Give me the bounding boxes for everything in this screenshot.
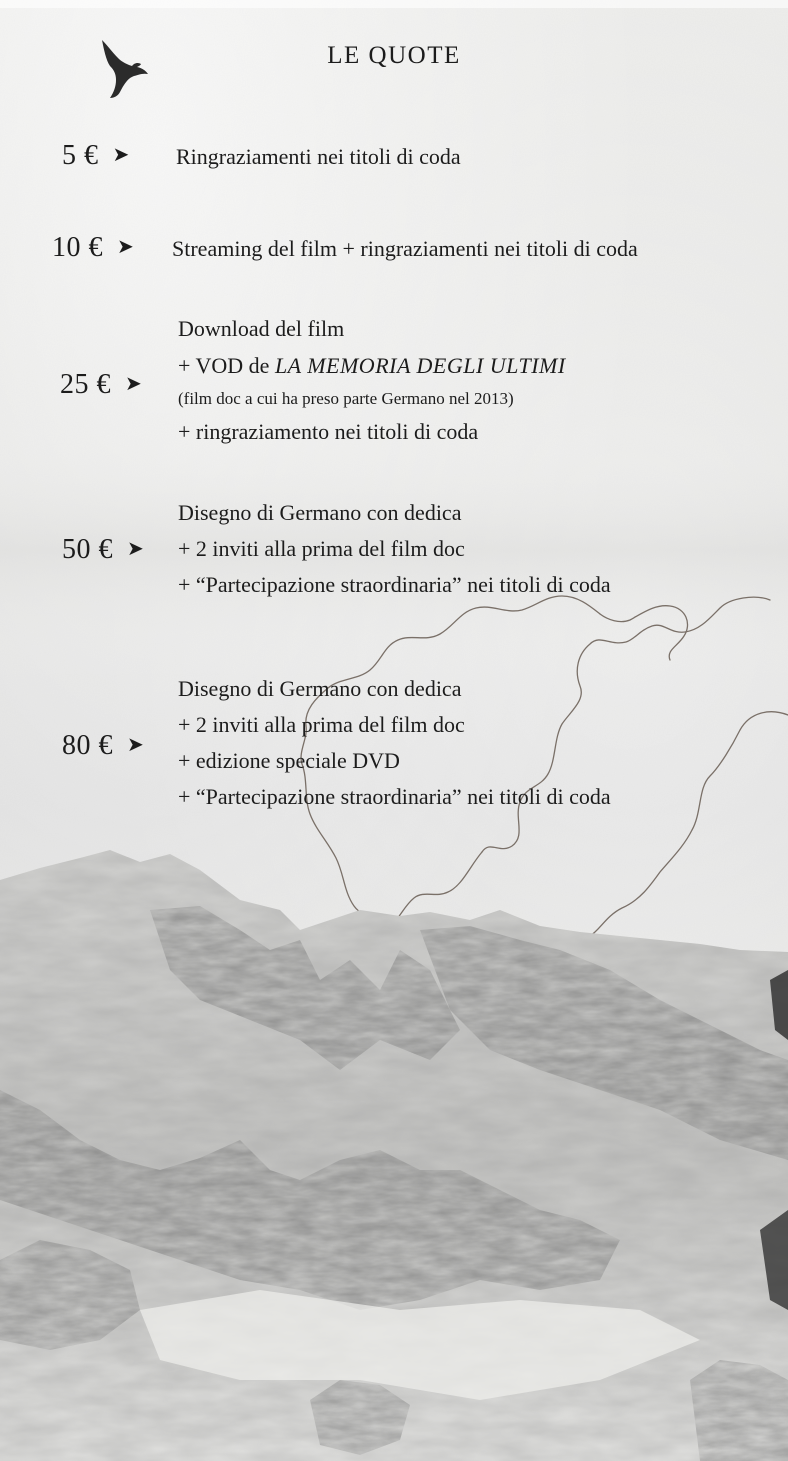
tier-50-price <box>62 534 144 566</box>
tier-25-price <box>60 369 142 401</box>
tier-25-reward-1: Download del film <box>178 316 345 341</box>
tier-5-price <box>62 140 130 172</box>
tier-80-price <box>62 730 144 762</box>
arrow-right-icon: ➤ <box>127 536 145 560</box>
tier-50-reward-2: + 2 inviti alla prima del film doc <box>178 536 465 561</box>
mountain-landscape-image <box>0 840 788 1461</box>
tier-10-reward: Streaming del film + ringraziamenti nei titoli di coda <box>172 236 638 261</box>
arrow-right-icon: ➤ <box>125 371 143 395</box>
page-title: LE QUOTE <box>327 42 461 69</box>
tier-80-reward-3: + edizione speciale DVD <box>178 748 400 773</box>
tier-80-reward-1: Disegno di Germano con dedica <box>178 676 462 701</box>
tier-50-reward-3: + “Partecipazione straordinaria” nei titoli di coda <box>178 572 611 597</box>
tier-25-reward-3: + ringraziamento nei titoli di coda <box>178 419 479 444</box>
tier-25-reward-2 <box>178 353 566 379</box>
film-title: LA MEMORIA DEGLI ULTIMI <box>274 353 566 378</box>
tier-5-reward: Ringraziamenti nei titoli di coda <box>176 144 461 169</box>
tier-price-label: 5 € <box>62 140 99 171</box>
arrow-right-icon: ➤ <box>127 732 145 756</box>
tier-80-reward-2: + 2 inviti alla prima del film doc <box>178 712 465 737</box>
tier-25-reward-note: (film doc a cui ha preso parte Germano nel 2013) <box>178 389 514 408</box>
arrow-right-icon: ➤ <box>117 234 135 258</box>
vod-prefix: + VOD de <box>178 353 275 378</box>
tier-price-label: 10 € <box>52 232 103 263</box>
arrow-right-icon: ➤ <box>112 142 130 166</box>
tier-price-label: 25 € <box>60 369 111 400</box>
tier-80-reward-4: + “Partecipazione straordinaria” nei titoli di coda <box>178 784 611 809</box>
tier-50-reward-1: Disegno di Germano con dedica <box>178 500 462 525</box>
tier-price-label: 50 € <box>62 534 113 565</box>
tier-price-label: 80 € <box>62 730 113 761</box>
tier-10-price <box>52 232 134 264</box>
